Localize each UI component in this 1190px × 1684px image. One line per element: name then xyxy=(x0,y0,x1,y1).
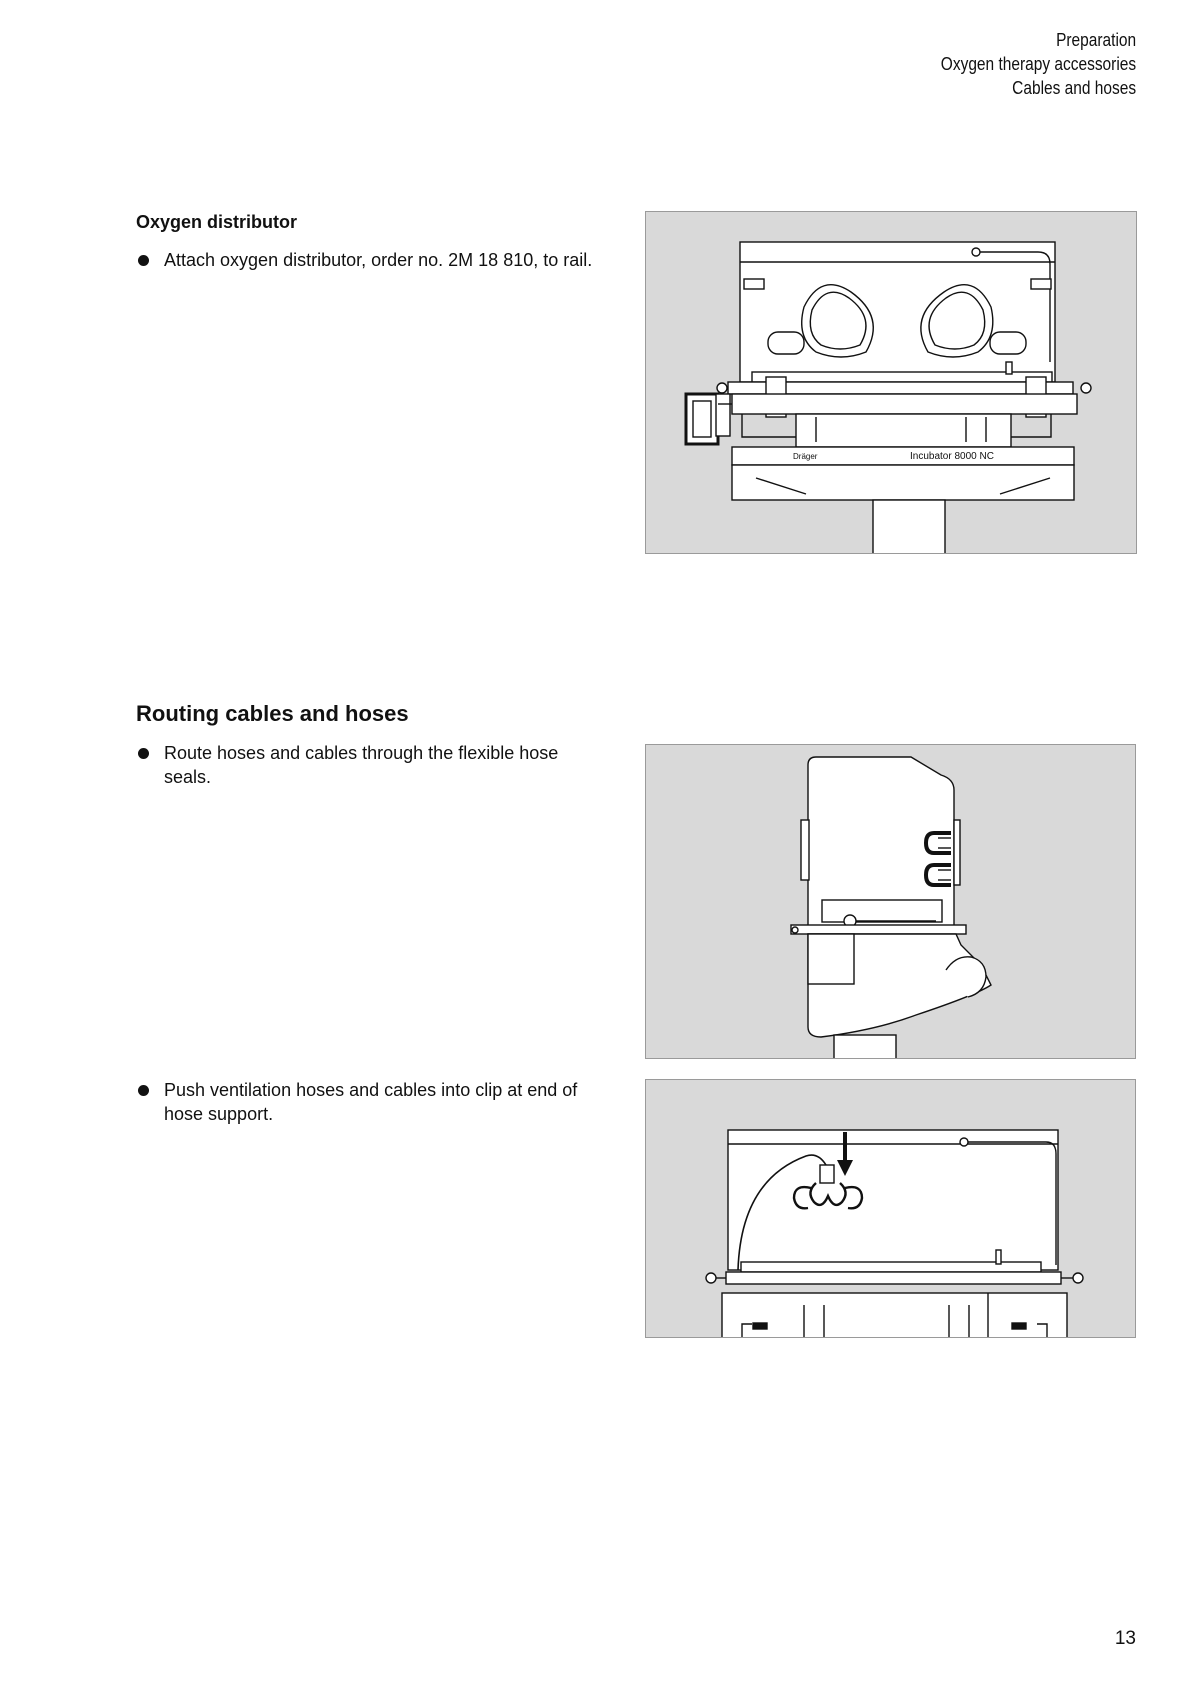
bullet-icon xyxy=(138,1085,149,1096)
incubator-side-illustration xyxy=(646,745,1135,1058)
brand-label: Dräger xyxy=(793,452,818,461)
instruction-item xyxy=(136,248,606,272)
instruction-item xyxy=(136,1078,606,1126)
header-section: Oxygen therapy accessories xyxy=(940,54,1136,74)
instruction-text: Push ventilation hoses and cables into clip at end of hose support. xyxy=(164,1080,578,1124)
page-number: 13 xyxy=(1114,1628,1136,1649)
instruction-text: Route hoses and cables through the flexible hose seals. xyxy=(164,743,559,787)
section-title-oxygen-distributor: Oxygen distributor xyxy=(136,212,298,232)
section-title-routing: Routing cables and hoses xyxy=(136,701,409,726)
instruction-item xyxy=(136,741,606,789)
header-subsection: Cables and hoses xyxy=(1012,78,1136,98)
incubator-clip-illustration xyxy=(646,1080,1135,1337)
running-header xyxy=(941,28,1136,100)
bullet-icon xyxy=(138,255,149,266)
model-label: Incubator 8000 NC xyxy=(910,451,994,462)
instruction-text: Attach oxygen distributor, order no. 2M 18 810, to rail. xyxy=(164,250,593,270)
incubator-front-illustration xyxy=(646,212,1136,553)
figure-hose-clip xyxy=(645,1079,1136,1338)
figure-oxygen-distributor xyxy=(645,211,1137,554)
figure-hose-seals xyxy=(645,744,1136,1059)
bullet-icon xyxy=(138,748,149,759)
header-chapter: Preparation xyxy=(1055,30,1136,50)
